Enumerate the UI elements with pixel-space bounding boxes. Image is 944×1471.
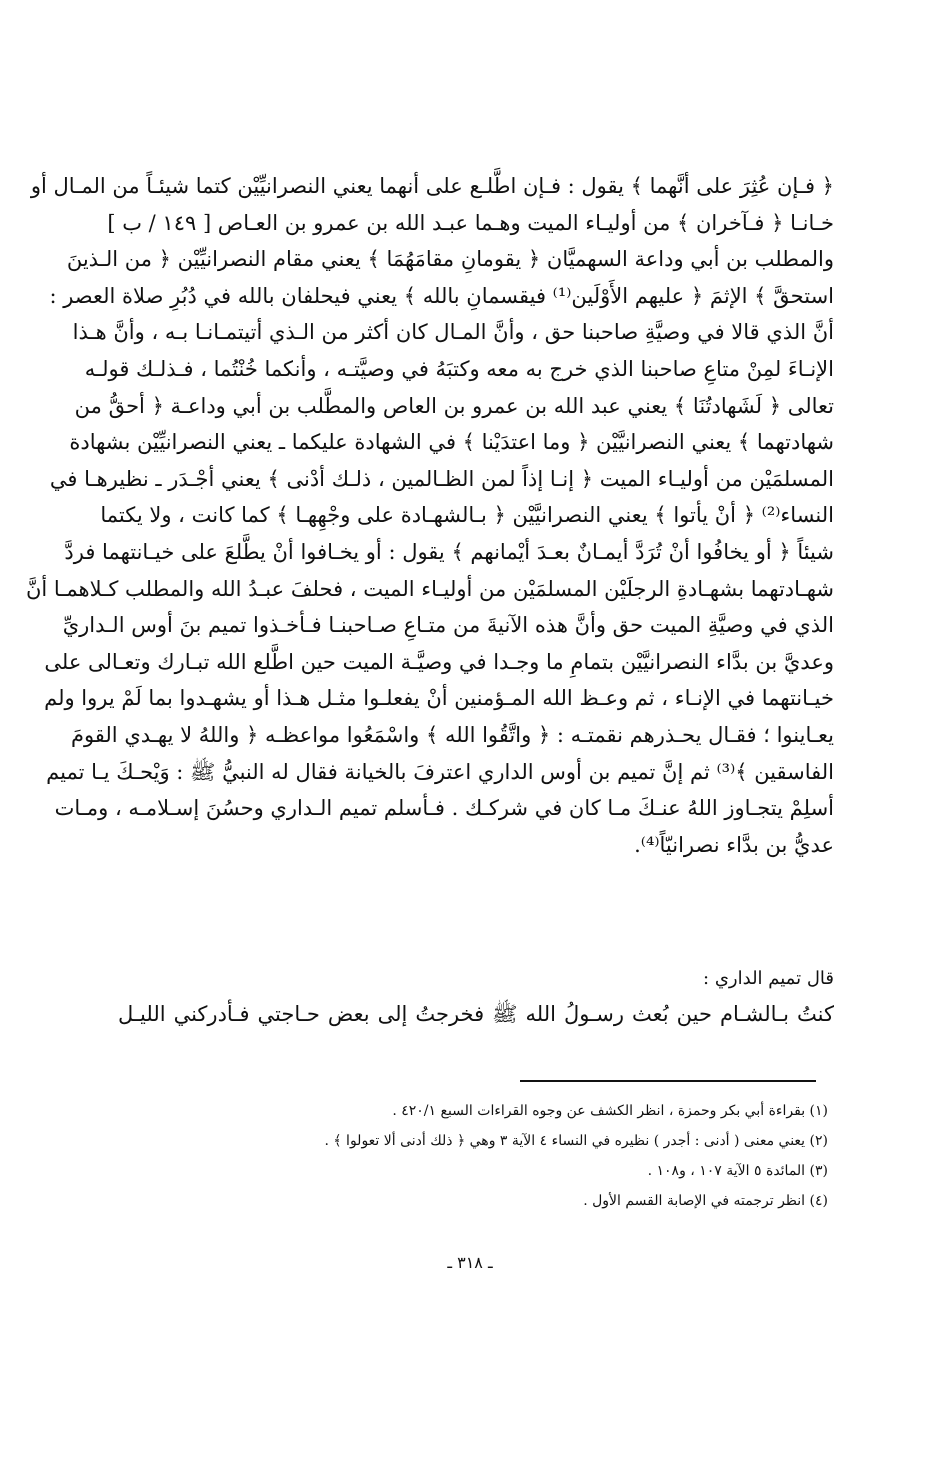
text-line: وعديَّ بن بدَّاء النصرانيَّيْن بتمامِ ما وجـدا في وصيَّـة الميت حين اطَّلع الله تبـارك وتعـالى على [44, 649, 834, 674]
text-line-final: عديُّ بن بدَّاء نصرانيّاً⁽⁴⁾. [634, 832, 834, 857]
section-subheading: قال تميم الداري : [703, 968, 834, 989]
text-line: الفاسقين ﴾⁽³⁾ ثم إنَّ تميم بن أوس الداري اعترفَ بالخيانة فقال له النبيُّ ﷺ : وَيْحـكَ يـا تميم [46, 759, 834, 784]
text-line: خيـانتهما في الإنـاء ، ثم وعـظ الله المـؤمنين أنْ يفعلـوا مثـل هـذا أو يشهـدوا بما لَمْ يروا ولم [44, 686, 834, 711]
page-number: ـ ٣١٨ ـ [447, 1253, 493, 1272]
text-line: يعـاينوا ؛ فقـال يحـذرهم نقمتـه : ﴿ واتَّقُوا الله ﴾ واسْمَعُوا مواعظـه ﴿ واللهُ لا يهـدي القومَ [70, 722, 834, 747]
text-line: تعالى ﴿ لَشَهادتُنَا ﴾ يعني عبد الله بن عمرو بن العاص والمطَّلب بن أبي وداعـة ﴿ أحقُّ من [74, 393, 834, 418]
text-line: شهـادتهما بشهـادةِ الرجلَيْن المسلمَيْن من أوليـاء الميت ، فحلفَ عبـدُ الله والمطلب كـلاهمـا أنَّ [25, 576, 834, 601]
text-line: الإنـاءَ لمِنْ متاعِ صاحبنا الذي خرج به معه وكتبَهُ في وصيَّتـه ، وأنكما خُنْتُما ، فـذلـك قولـه [84, 356, 834, 381]
text-line: النساء⁽²⁾ ﴿ أنْ يأتوا ﴾ يعني النصرانيَّيْن ﴿ بـالشهـادة على وجْهِهـا ﴾ كما كانت ، ولا يكتما [100, 503, 834, 528]
text-line: ﴿ فـإن عُثِرَ على أنَّهما ﴾ يقول : فـإن اطَّلـع على أنهما يعني النصرانيِّيْن كتما شيئـاً من المـال أو [30, 174, 834, 198]
text-line: أنَّ الذي قالا في وصيَّةِ صاحبنا حق ، وأنَّ المـال كان أكثر من الـذي أتيتمـانـا بـه ، وأنَّ هـذا [72, 320, 834, 345]
footnote-divider [520, 1080, 816, 1082]
footnote-3: (٣) المائدة ٥ الآية ١٠٧ ، و١٠٨ . [647, 1163, 828, 1179]
text-line: شيئاً ﴿ أو يخافُوا أنْ تُرَدَّ أيمـانٌ بعـدَ أيْمانهم ﴾ يقول : أو يخـافوا أنْ يطَّلعَ على خيـانتهما فردَّ [64, 539, 834, 564]
text-line: استحقَّ ﴾ الإثمَ ﴿ عليهم الأَوْلَين⁽¹⁾ فيقسمانِ بالله ﴾ يعني فيحلفان بالله في دُبُرِ صلاة العصر : [49, 283, 834, 308]
narration-line: كنتُ بـالشـام حين بُعث رسـولُ الله ﷺ فخرجتُ إلى بعض حـاجتي فـأدركني الليـل [118, 1002, 834, 1026]
text-line: والمطلب بن أبي وداعة السهميَّان ﴿ يقومانِ مقامَهُمَا ﴾ يعني مقام النصرانيِّيْن ﴿ من الـذينَ [66, 247, 834, 272]
main-text-block [25, 168, 834, 863]
footnote-2: (٢) يعني معنى ( أدنى : أجدر ) نظيره في النساء ٤ الآية ٣ وهي ﴿ ذلك أدنى ألا تعولوا ﴾ . [324, 1133, 828, 1149]
text-line: أسلِمْ يتجـاوز اللهُ عنـكَ مـا كان في شركـك . فـأسلم تميم الـداري وحسُنَ إسـلامـه ، ومـات [54, 796, 834, 821]
text-line: خـانـا ﴿ فـآخران ﴾ من أوليـاء الميت وهـما عبـد الله بن عمرو بن العـاص [ ١٤٩ / ب ] [107, 210, 834, 235]
footnote-1: (١) بقراءة أبي بكر وحمزة ، انظر الكشف عن وجوه القراءات السبع ٤٢٠/١ . [392, 1103, 828, 1119]
text-line: الذي في وصيَّةِ الميت حق وأنَّ هذه الآنيةَ من متـاعِ صـاحبنـا فـأخـذوا تميم بنَ أوس الـداريِّ [62, 613, 834, 638]
text-line: المسلمَيْن من أوليـاء الميت ﴿ إنـا إذاً لمن الظـالمين ، ذلـك أدْنى ﴾ يعني أجْـدَر ـ نظيرهـا في [49, 466, 834, 491]
footnotes-block [118, 1096, 828, 1216]
text-line: شهادتهما ﴾ يعني النصرانيَّيْن ﴿ وما اعتدَيْنا ﴾ في الشهادة عليكما ـ يعني النصرانيِّيْن بشهادة [69, 430, 834, 455]
footnote-4: (٤) انظر ترجمته في الإصابة القسم الأول . [583, 1193, 828, 1209]
